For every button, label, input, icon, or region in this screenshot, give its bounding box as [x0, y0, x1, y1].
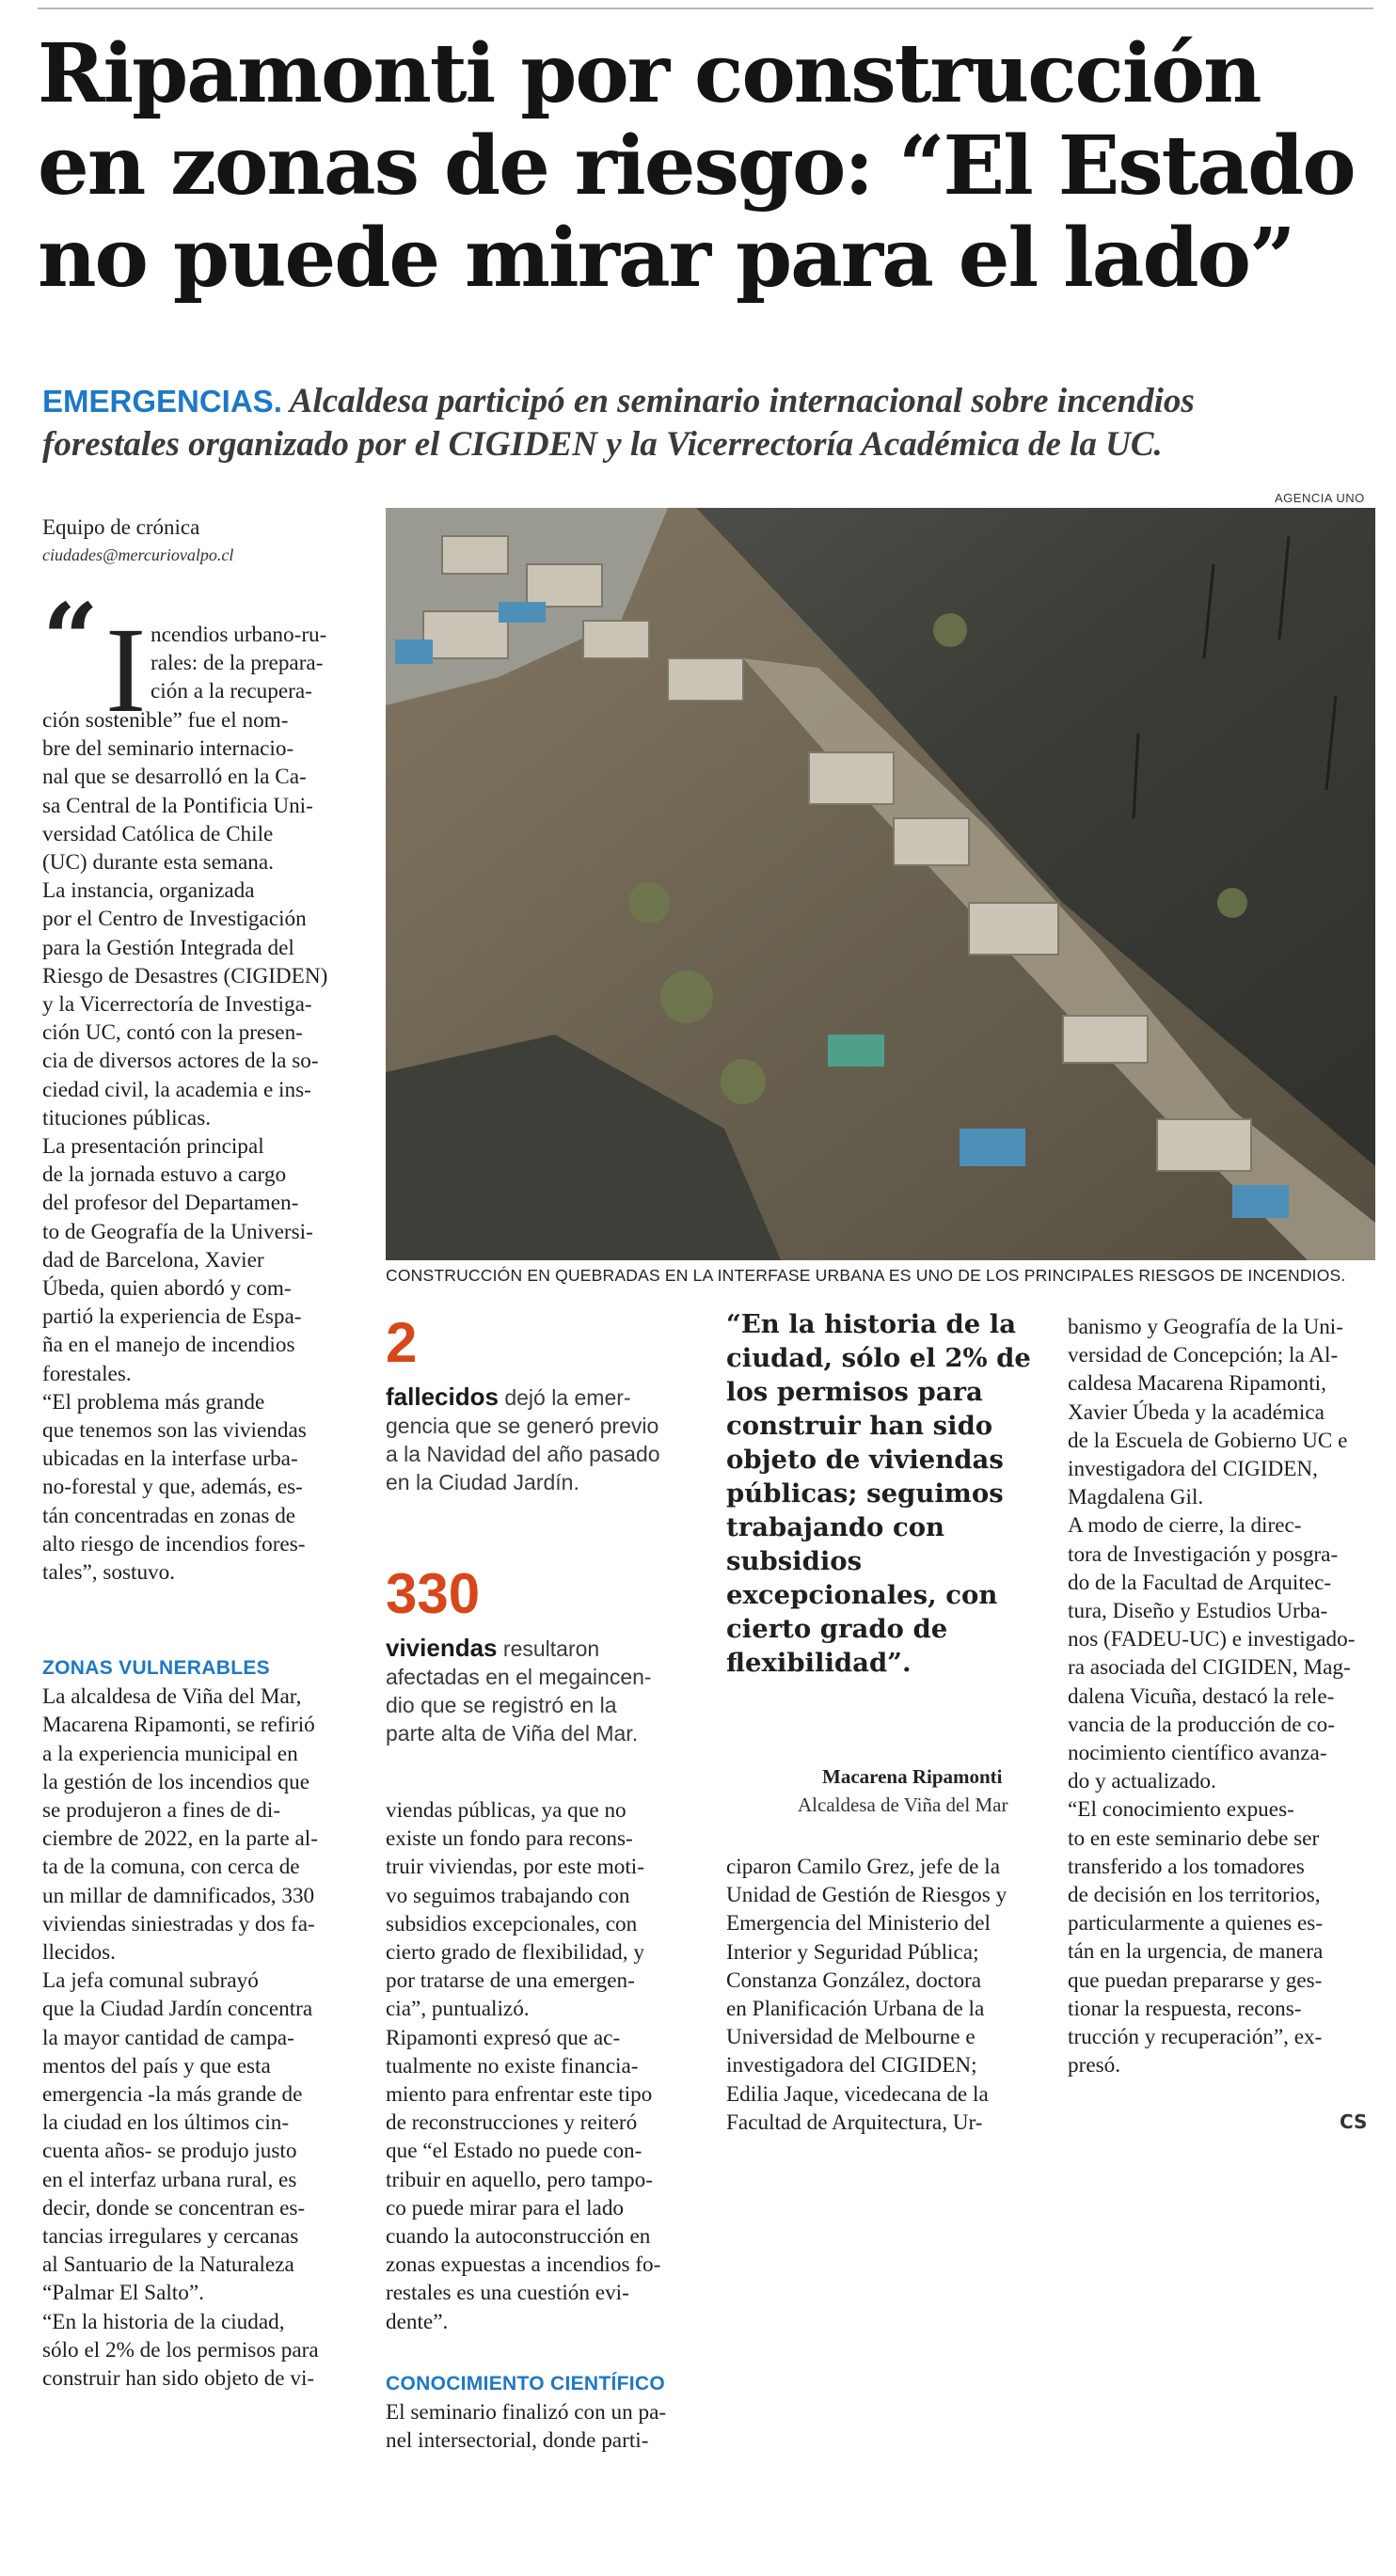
body-line: de decisión en los territorios,	[1068, 1883, 1321, 1908]
body-line: cia”, puntualizó.	[386, 1997, 530, 2022]
drop-cap: I	[105, 603, 147, 738]
body-line: La alcaldesa de Viña del Mar,	[42, 1684, 302, 1710]
body-line: La instancia, organizada	[42, 878, 255, 904]
aerial-photo-illustration	[386, 508, 1375, 1260]
body-line: viendas públicas, ya que no	[386, 1798, 627, 1823]
stat-line: a la Navidad del año pasado	[386, 1442, 660, 1466]
body-line: restales es una cuestión evi-	[386, 2281, 629, 2306]
body-line: en el interfaz urbana rural, es	[42, 2167, 297, 2192]
body-line: tán en la urgencia, de manera	[1068, 1939, 1324, 1965]
body-line: ción a la recupera-	[151, 679, 312, 704]
body-line: El seminario finalizó con un pa-	[386, 2400, 667, 2426]
end-mark: CS	[1340, 2110, 1368, 2133]
body-line: partió la experiencia de Espa-	[42, 1304, 302, 1330]
body-line: Facultad de Arquitectura, Ur-	[726, 2110, 983, 2135]
body-line: sólo el 2% de los permisos para	[42, 2337, 319, 2363]
body-line: versidad Católica de Chile	[42, 821, 274, 846]
body-line: emergencia -la más grande de	[42, 2082, 303, 2108]
body-line: cierto grado de flexibilidad, y	[386, 1940, 644, 1966]
body-line: “El problema más grande	[42, 1389, 265, 1414]
body-line: la mayor cantidad de campa-	[42, 2025, 294, 2050]
body-line: ciedad civil, la academia e ins-	[42, 1077, 311, 1102]
body-line: ta de la comuna, con cerca de	[42, 1855, 300, 1880]
body-line: cuando la autoconstrucción en	[386, 2224, 651, 2250]
body-line: en Planificación Urbana de la	[726, 1997, 985, 2022]
body-line: “Palmar El Salto”.	[42, 2281, 204, 2306]
byline-email: ciudades@mercuriovalpo.cl	[42, 545, 234, 564]
stat-text-viviendas	[386, 1634, 715, 1747]
body-line: del profesor del Departamen-	[42, 1191, 299, 1216]
body-line: nocimiento científico avanza-	[1068, 1741, 1327, 1766]
body-line: nel intersectorial, donde parti-	[386, 2428, 649, 2454]
body-line: transferido a los tomadores	[1068, 1854, 1305, 1879]
body-line: tionar la respuesta, recons-	[1068, 1996, 1302, 2021]
stat-line: resultaron	[497, 1636, 600, 1661]
body-line: nal que se desarrolló en la Ca-	[42, 765, 307, 790]
pull-quote-line: los permisos para	[726, 1377, 983, 1407]
body-line: ubicadas en la interfase urba-	[42, 1446, 298, 1472]
body-line: existe un fondo para recons-	[386, 1826, 633, 1852]
column-4	[1068, 1313, 1383, 2079]
headline-line: en zonas de riesgo: “El Estado	[38, 119, 1355, 213]
body-line: particularmente a quienes es-	[1068, 1911, 1324, 1936]
body-line: presó.	[1068, 2053, 1121, 2078]
body-line: ciembre de 2022, en la parte al-	[42, 1826, 318, 1852]
stat-line: en la Ciudad Jardín.	[386, 1470, 579, 1494]
body-line: trucción y recuperación”, ex-	[1068, 2025, 1323, 2050]
body-line: tura, Diseño y Estudios Urba-	[1068, 1599, 1328, 1624]
headline-line: Ripamonti por construcción	[38, 26, 1261, 121]
body-line: que la Ciudad Jardín concentra	[42, 1997, 313, 2022]
deck	[42, 380, 1378, 466]
pull-quote	[726, 1307, 1065, 1680]
column-1	[42, 706, 386, 1587]
body-line: truir viviendas, por este moti-	[386, 1855, 644, 1880]
body-line: ción sostenible” fue el nom-	[42, 708, 289, 733]
pull-quote-line: trabajando con	[726, 1512, 945, 1542]
pull-quote-line: públicas; seguimos	[726, 1478, 1004, 1509]
deck-kicker: EMERGENCIAS.	[42, 384, 282, 419]
body-line: Emergencia del Ministerio del	[726, 1911, 991, 1936]
body-line: Unidad de Gestión de Riesgos y	[726, 1883, 1007, 1908]
body-line: dente”.	[386, 2309, 449, 2334]
body-line: llecidos.	[42, 1940, 116, 1966]
deck-text: Alcaldesa participó en seminario internacional sobre incendios	[281, 382, 1195, 420]
body-line: A modo de cierre, la direc-	[1068, 1513, 1302, 1539]
body-line: ncendios urbano-ru-	[151, 623, 327, 647]
stat-line: parte alta de Viña del Mar.	[386, 1721, 639, 1746]
body-line: tituciones públicas.	[42, 1105, 212, 1130]
body-line: to en este seminario debe ser	[1068, 1825, 1320, 1851]
headline	[38, 28, 1373, 305]
body-line: cia de diversos actores de la so-	[42, 1049, 319, 1074]
body-line: banismo y Geografía de la Uni-	[1068, 1315, 1343, 1339]
body-line: cuenta años- se produjo justo	[42, 2139, 297, 2164]
body-line: do y actualizado.	[1068, 1769, 1216, 1794]
body-line: ra asociada del CIGIDEN, Mag-	[1068, 1655, 1351, 1681]
body-line: ciparon Camilo Grez, jefe de la	[726, 1855, 1000, 1879]
body-line: la ciudad en los últimos cin-	[42, 2110, 290, 2136]
opening-quote-mark: “	[42, 581, 99, 697]
body-line: ción UC, contó con la presen-	[42, 1020, 303, 1046]
body-line: tualmente no existe financia-	[386, 2053, 639, 2078]
pull-quote-line: excepcionales, con	[726, 1580, 998, 1610]
body-line: forestales.	[42, 1361, 132, 1386]
body-line: Constanza González, doctora	[726, 1968, 982, 1993]
body-line: por tratarse de una emergen-	[386, 1968, 635, 1994]
column-2	[386, 1796, 724, 2336]
body-line: investigadora del CIGIDEN;	[726, 2053, 977, 2078]
body-line: ña en el manejo de incendios	[42, 1333, 295, 1358]
body-line: y la Vicerrectoría de Investiga-	[42, 992, 312, 1018]
body-line: nos (FADEU-UC) e investigado-	[1068, 1627, 1356, 1652]
body-line: mentos del país y que esta	[42, 2053, 271, 2078]
pull-quote-line: objeto de viviendas	[726, 1445, 1004, 1475]
body-line: tancias irregulares y cercanas	[42, 2224, 299, 2250]
body-line: subsidios excepcionales, con	[386, 1911, 638, 1936]
intro-lines	[151, 621, 386, 706]
body-line: Ripamonti expresó que ac-	[386, 2025, 621, 2050]
body-line: dalena Vicuña, destacó la rele-	[1068, 1683, 1335, 1709]
body-line: que puedan prepararse y ges-	[1068, 1968, 1323, 1993]
body-line: to de Geografía de la Universi-	[42, 1219, 313, 1244]
stat-line: dio que se registró en la	[386, 1693, 617, 1717]
body-line: (UC) durante esta semana.	[42, 850, 274, 876]
body-line: dad de Barcelona, Xavier	[42, 1247, 264, 1272]
body-line: investigadora del CIGIDEN,	[1068, 1457, 1318, 1482]
stat-label: viviendas	[386, 1634, 498, 1662]
body-line: alto riesgo de incendios fores-	[42, 1531, 306, 1557]
top-rule	[38, 8, 1373, 9]
body-line: versidad de Concepción; la Al-	[1068, 1343, 1339, 1368]
body-line: viviendas siniestradas y dos fa-	[42, 1911, 315, 1936]
body-line: rales: de la prepara-	[151, 651, 324, 676]
body-line: do de la Facultad de Arquitec-	[1068, 1570, 1332, 1595]
body-line: sa Central de la Pontificia Uni-	[42, 793, 313, 818]
stat-line: gencia que se generó previo	[386, 1414, 659, 1438]
body-line: de la Escuela de Gobierno UC e	[1068, 1428, 1348, 1453]
body-line: tán concentradas en zonas de	[42, 1503, 296, 1528]
pull-quote-line: flexibilidad”.	[726, 1648, 912, 1678]
body-line: La jefa comunal subrayó	[42, 1968, 259, 1994]
body-line: zonas expuestas a incendios fo-	[386, 2252, 661, 2278]
body-line: tales”, sostuvo.	[42, 1560, 176, 1586]
stat-label: fallecidos	[386, 1383, 499, 1411]
subhead-zonas-vulnerables: ZONAS VULNERABLES	[42, 1657, 270, 1679]
body-line: caldesa Macarena Ripamonti,	[1068, 1371, 1326, 1397]
pull-quote-name: Macarena Ripamonti	[822, 1765, 1003, 1788]
photo-caption: CONSTRUCCIÓN EN QUEBRADAS EN LA INTERFASE URBANA ES UNO DE LOS PRINCIPALES RIESGOS DE INCENDIOS.	[386, 1266, 1346, 1285]
body-line: la gestión de los incendios que	[42, 1769, 309, 1794]
pull-quote-role: Alcaldesa de Viña del Mar	[798, 1794, 1008, 1816]
body-line: tribuir en aquello, pero tampo-	[386, 2167, 653, 2192]
photo-credit: AGENCIA UNO	[1275, 491, 1365, 505]
body-line: de reconstrucciones y reiteró	[386, 2110, 638, 2136]
subhead-conocimiento-cientifico: CONOCIMIENTO CIENTÍFICO	[386, 2373, 666, 2394]
body-line: vancia de la producción de co-	[1068, 1712, 1335, 1737]
body-line: se produjeron a fines de di-	[42, 1798, 281, 1824]
body-line: Magdalena Gil.	[1068, 1485, 1204, 1510]
column-2-conocimiento	[386, 2370, 724, 2456]
pull-quote-line: “En la historia de la	[726, 1309, 1017, 1339]
body-line: vo seguimos trabajando con	[386, 1883, 630, 1908]
body-line: a la experiencia municipal en	[42, 1741, 298, 1766]
pull-quote-line: construir han sido	[726, 1411, 993, 1441]
body-line: decir, donde se concentran es-	[42, 2195, 306, 2220]
body-line: no-forestal y que, además, es-	[42, 1475, 303, 1500]
body-line: Universidad de Melbourne e	[726, 2025, 976, 2050]
stat-line: afectadas en el megaincen-	[386, 1665, 652, 1689]
body-line: “En la historia de la ciudad,	[42, 2309, 285, 2334]
body-line: Edilia Jaque, vicedecana de la	[726, 2081, 989, 2107]
body-line: que “el Estado no puede con-	[386, 2139, 642, 2164]
deck-text: forestales organizado por el CIGIDEN y la Vicerrectoría Académica de la UC.	[42, 425, 1163, 464]
body-line: bre del seminario internacio-	[42, 736, 294, 762]
body-line: tora de Investigación y posgra-	[1068, 1541, 1339, 1567]
body-line: Interior y Seguridad Pública;	[726, 1939, 979, 1965]
pull-quote-line: subsidios	[726, 1546, 863, 1576]
body-line: La presentación principal	[42, 1134, 264, 1160]
body-line: Riesgo de Desastres (CIGIDEN)	[42, 963, 328, 988]
aerial-photo	[386, 508, 1375, 1260]
pull-quote-line: cierto grado de	[726, 1614, 948, 1644]
column-1-zonas	[42, 1654, 386, 2393]
body-line: Úbeda, quien abordó y com-	[42, 1276, 292, 1302]
stat-number-viviendas: 330	[386, 1562, 481, 1625]
stat-line: dejó la emer-	[498, 1385, 631, 1410]
body-line: Macarena Ripamonti, se refirió	[42, 1713, 315, 1738]
pull-quote-line: ciudad, sólo el 2% de	[726, 1343, 1031, 1373]
body-line: por el Centro de Investigación	[42, 907, 307, 932]
body-line: construir han sido objeto de vi-	[42, 2366, 315, 2392]
stat-text-fallecidos	[386, 1383, 715, 1496]
column-3	[726, 1853, 1065, 2137]
body-line: al Santuario de la Naturaleza	[42, 2252, 294, 2278]
body-line: miento para enfrentar este tipo	[386, 2082, 653, 2108]
body-line: “El conocimiento expues-	[1068, 1797, 1294, 1823]
body-line: de la jornada estuvo a cargo	[42, 1162, 287, 1188]
stat-number-fallecidos: 2	[386, 1311, 418, 1374]
body-line: Xavier Úbeda y la académica	[1068, 1399, 1325, 1425]
body-line: que tenemos son las viviendas	[42, 1418, 307, 1444]
body-line: un millar de damnificados, 330	[42, 1883, 315, 1908]
byline-name: Equipo de crónica	[42, 515, 200, 539]
body-line: para la Gestión Integrada del	[42, 935, 294, 960]
headline-line: no puede mirar para el lado”	[38, 211, 1294, 306]
body-line: co puede mirar para el lado	[386, 2195, 625, 2220]
